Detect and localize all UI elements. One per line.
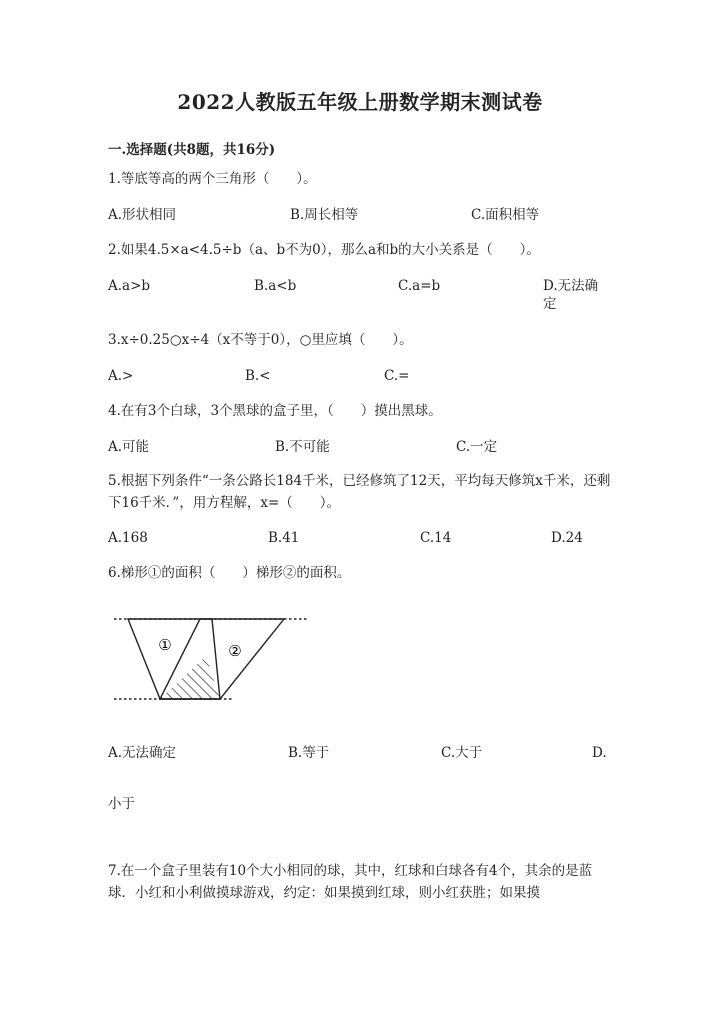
trapezoid-2-label: ②: [228, 642, 242, 660]
q2-option-c[interactable]: C.a=b: [398, 278, 441, 294]
q2-option-b[interactable]: B.a<b: [254, 278, 297, 294]
q1-option-c[interactable]: C.面积相等: [471, 207, 540, 223]
q5-option-b[interactable]: B.41: [268, 530, 300, 546]
q1-option-a[interactable]: A.形状相同: [108, 207, 177, 223]
q4-option-b[interactable]: B.不可能: [275, 439, 330, 455]
question-3-stem: 3.x÷0.25○x÷4（x不等于0），○里应填（ ）。: [108, 332, 413, 348]
question-2-stem: 2.如果4.5×a<4.5÷b（a、b不为0），那么a和b的大小关系是（ ）。: [108, 242, 540, 258]
q6-option-b[interactable]: B.等于: [288, 745, 330, 761]
question-4-stem: 4.在有3个白球，3个黑球的盒子里，（ ）摸出黑球。: [108, 403, 442, 419]
q3-option-c[interactable]: C.=: [384, 368, 410, 384]
q3-option-a[interactable]: A.>: [108, 368, 134, 384]
question-6-stem: 6.梯形①的面积（ ）梯形②的面积。: [108, 565, 351, 581]
question-1-stem: 1.等底等高的两个三角形（ ）。: [108, 171, 317, 187]
question-5-stem: 5.根据下列条件“一条公路长184千米，已经修筑了12天，平均每天修筑x千米，还剩下16千米．”，用方程解，x=（ ）。: [108, 473, 611, 511]
q6-option-c[interactable]: C.大于: [441, 745, 483, 761]
trapezoid-figure: [112, 608, 312, 708]
q2-option-a[interactable]: A.a>b: [108, 278, 151, 294]
trapezoid-1-label: ①: [158, 636, 172, 654]
shaded-region: [160, 656, 220, 699]
q5-option-d[interactable]: D.24: [551, 530, 583, 546]
q4-option-a[interactable]: A.可能: [108, 439, 150, 455]
q6-option-a[interactable]: A.无法确定: [108, 745, 177, 761]
q2-option-d[interactable]: D.无法确定: [543, 278, 599, 312]
section-heading: 一.选择题(共8题，共16分): [108, 142, 276, 158]
q6-option-d-continuation: 小于: [108, 796, 135, 812]
q5-option-c[interactable]: C.14: [420, 530, 452, 546]
q6-option-d[interactable]: D.: [592, 745, 607, 761]
q3-option-b[interactable]: B.<: [245, 368, 271, 384]
q1-option-b[interactable]: B.周长相等: [290, 207, 359, 223]
page-title: 2022人教版五年级上册数学期末测试卷: [177, 90, 543, 114]
q4-option-c[interactable]: C.一定: [456, 439, 498, 455]
question-7-stem: 7.在一个盒子里装有10个大小相同的球，其中，红球和白球各有4个，其余的是蓝球．小红和小利做摸球游戏，约定：如果摸到红球，则小红获胜；如果摸: [108, 863, 593, 901]
q5-option-a[interactable]: A.168: [108, 530, 148, 546]
